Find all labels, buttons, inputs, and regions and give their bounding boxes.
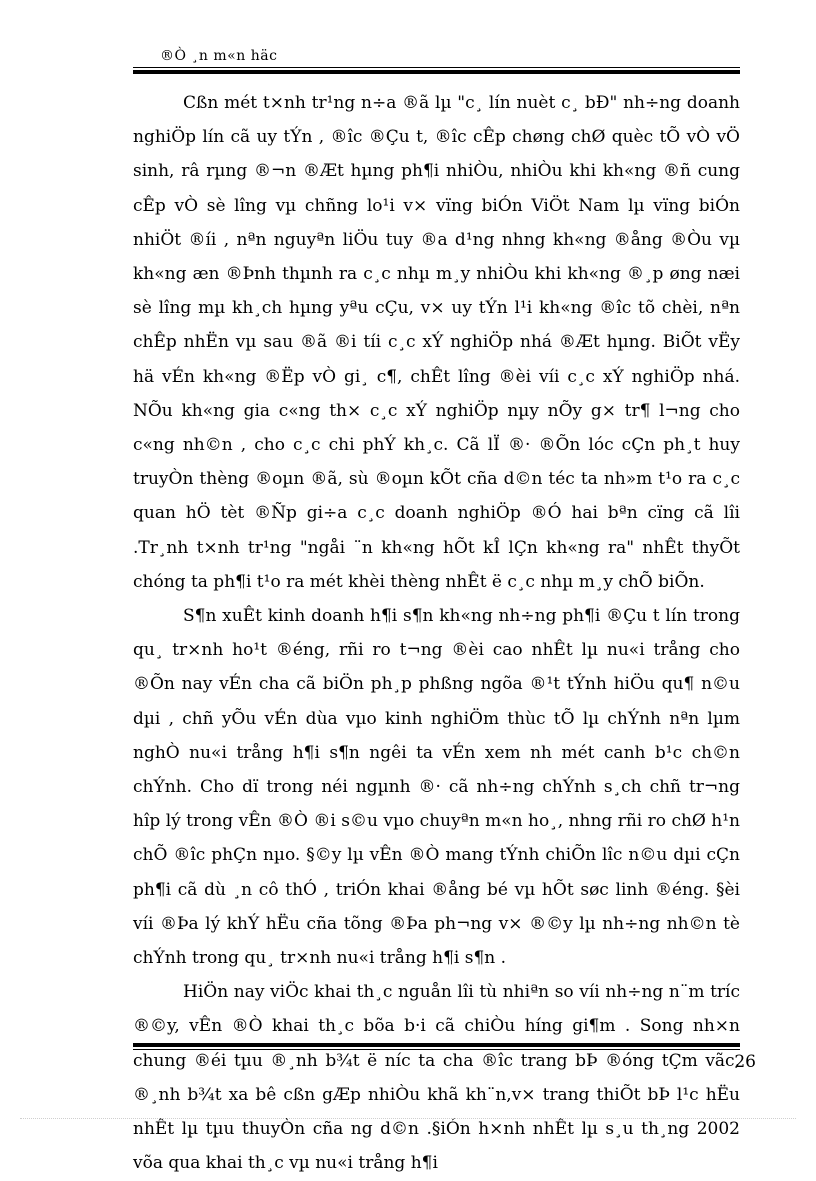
- paragraph: Cßn mét t×nh tr¹ng n÷a ®ã lµ "c¸ lín nuèt c¸ bÐ" nh÷ng doanh nghiÖp lín cã uy tÝn , ®îc ®Çu t, ®îc cÊp chøng chØ quèc tÕ vÒ vÖ sinh, râ rµng ®¬n ®Æt hµng ph¶i nhiÒu, nhiÒu khi kh«ng ®ñ cung cÊp vÒ sè lîng vµ chñng lo¹i v× vïng biÓn ViÖt Nam lµ vïng biÓn nhiÖt ®íi , nªn nguyªn liÖu tuy ®a d¹ng nhng kh«ng ®ång ®Òu vµ kh«ng æn ®Þnh thµnh ra c¸c nhµ m¸y nhiÒu khi kh«ng ®¸p øng næi sè lîng mµ kh¸ch hµng yªu cÇu, v× uy tÝn l¹i kh«ng ®îc tõ chèi, nªn chÊp nhËn vµ sau ®ã ®i tíi c¸c xÝ nghiÖp nhá ®Æt hµng. BiÕt vËy hä vÉn kh«ng ®Ëp vÒ gi¸ c¶, chÊt lîng ®èi víi c¸c xÝ nghiÖp nhá. NÕu kh«ng gia c«ng th× c¸c xÝ nghiÖp nµy nÕy g× tr¶ l¬ng cho c«ng nh©n , cho c¸c chi phÝ kh¸c. Cã lÏ ®· ®Õn lóc cÇn ph¸t huy truyÒn thèng ®oµn ®ã, sù ®oµn kÕt cña d©n téc ta nh»m t¹o ra c¸c quan hÖ tèt ®Ñp gi÷a c¸c doanh nghiÖp ®Ó hai bªn cïng cã lîi .Tr¸nh t×nh tr¹ng "ngåi ¨n kh«ng hÕt kÎ lÇn kh«ng ra" nhÊt thyÕt chóng ta ph¶i t¹o ra mét khèi thèng nhÊt ë c¸c nhµ m¸y chÕ biÕn.: [133, 93, 740, 592]
- paragraph: HiÖn nay viÖc khai th¸c nguån lîi tù nhiªn so víi nh÷ng n¨m tríc ®©y, vÊn ®Ò khai th¸c bõa b·i cã chiÒu híng gi¶m . Song nh×n chung ®éi tµu ®¸nh b¾t ë níc ta cha ®îc trang bÞ ®óng tÇm vãc, ®¸nh b¾t xa bê cßn gÆp nhiÒu khã kh¨n,v× trang thiÕt bÞ l¹c hËu nhÊt lµ tµu thuyÒn cña ng d©n .§iÓn h×nh nhÊt lµ s¸u th¸ng 2002 võa qua khai th¸c vµ nu«i trång h¶i: [133, 982, 740, 1174]
- running-header: ®Ò ¸n m«n häc: [160, 48, 278, 64]
- paragraph: S¶n xuÊt kinh doanh h¶i s¶n kh«ng nh÷ng ph¶i ®Çu t lín trong qu¸ tr×nh ho¹t ®éng, rñi ro t¬ng ®èi cao nhÊt lµ nu«i trång cho ®Õn nay vÉn cha cã biÖn ph¸p phßng ngõa ®¹t tÝnh hiÖu qu¶ n©u dµi , chñ yÕu vÉn dùa vµo kinh nghiÖm thùc tÕ lµ chÝnh nªn lµm nghÒ nu«i trång h¶i s¶n ngêi ta vÉn xem nh mét canh b¹c ch©n chÝnh. Cho dï trong néi ngµnh ®· cã nh÷ng chÝnh s¸ch chñ tr¬ng hîp lý trong vÊn ®Ò ®i s©u vµo chuyªn m«n ho¸, nhng rñi ro chØ h¹n chÕ ®îc phÇn nµo. §©y lµ vÊn ®Ò mang tÝnh chiÕn lîc n©u dµi cÇn ph¶i cã dù ¸n cô thÓ , triÓn khai ®ång bé vµ hÕt søc linh ®éng. §èi víi ®Þa lý khÝ hËu cña tõng ®Þa ph¬ng v× ®©y lµ nh÷ng nh©n tè chÝnh trong qu¸ tr×nh nu«i trång h¶i s¶n .: [133, 606, 740, 969]
- header-rule-thick: [133, 70, 740, 74]
- header-rule-thin: [133, 67, 740, 68]
- footer-rule-thick: [133, 1043, 740, 1047]
- page-edge-divider: [20, 1118, 796, 1119]
- body-text: [133, 86, 740, 1181]
- page-number: 26: [734, 1052, 756, 1072]
- footer-rule-thin: [133, 1049, 740, 1050]
